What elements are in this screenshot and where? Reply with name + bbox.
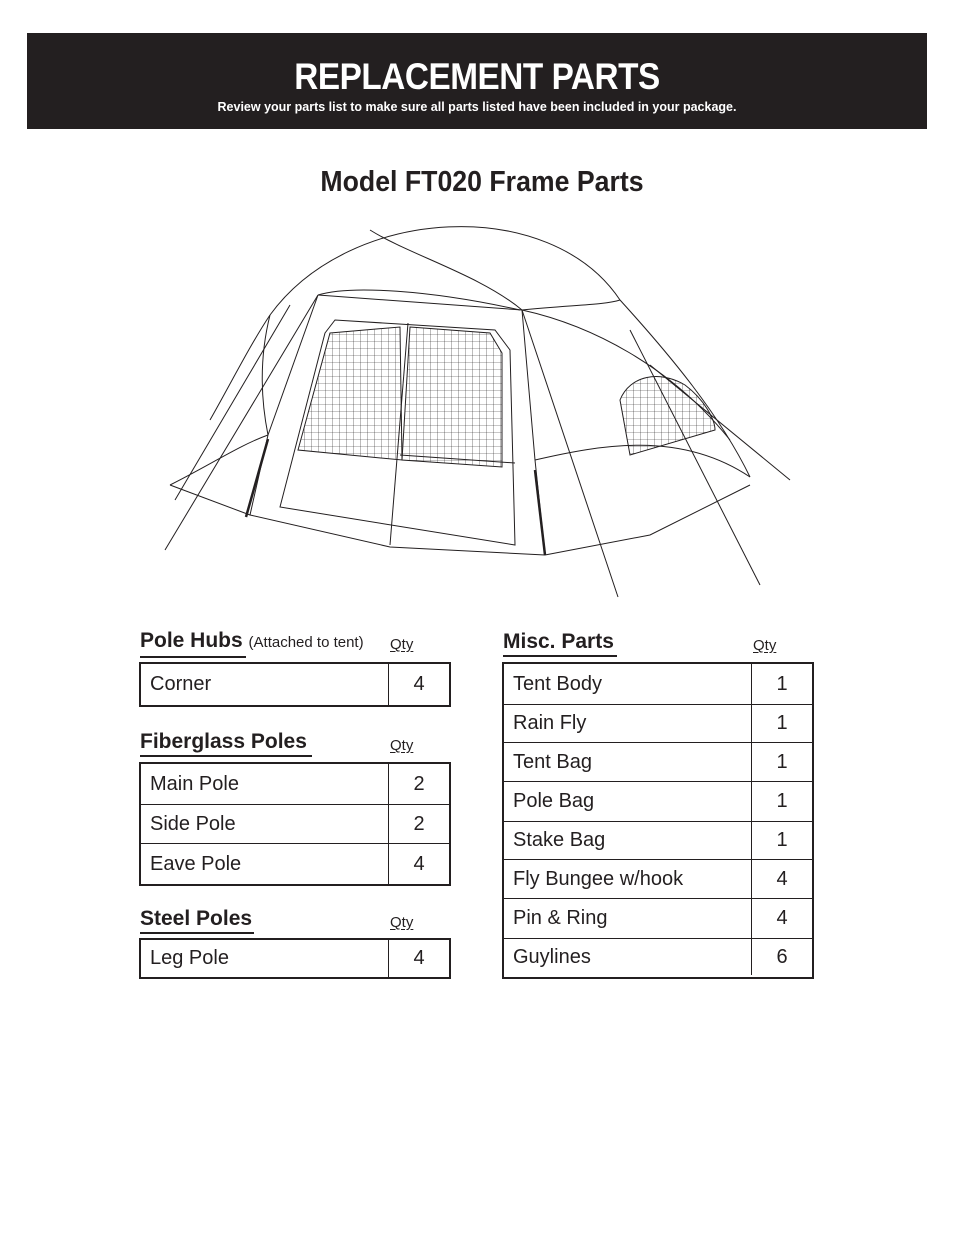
table-row	[141, 764, 449, 804]
part-qty: 1	[776, 790, 788, 812]
fiberglass-poles-table	[139, 762, 451, 886]
part-name: Pin & Ring	[504, 899, 752, 938]
part-qty: 2	[413, 812, 425, 835]
part-qty: 4	[776, 867, 788, 890]
misc-parts-qty-label: Qty	[753, 637, 777, 654]
tent-illustration	[150, 215, 810, 605]
steel-poles-qty-label: Qty	[390, 914, 414, 931]
pole-hubs-heading	[140, 629, 364, 658]
part-qty: 1	[776, 829, 788, 851]
part-name: Eave Pole	[141, 844, 389, 884]
part-name: Fly Bungee w/hook	[504, 860, 752, 898]
part-qty: 2	[413, 772, 425, 795]
steel-poles-table	[139, 938, 451, 979]
part-name: Guylines	[504, 939, 752, 975]
part-qty: 1	[776, 750, 788, 773]
part-qty: 4	[413, 852, 425, 875]
page-subtitle: Review your parts list to make sure all parts listed have been included in your package.	[217, 100, 737, 114]
table-row	[141, 940, 449, 977]
part-name: Rain Fly	[504, 705, 752, 742]
part-name: Leg Pole	[141, 940, 389, 977]
part-qty: 4	[776, 907, 788, 929]
part-name: Corner	[141, 664, 389, 705]
misc-parts-heading: Misc. Parts	[503, 630, 617, 657]
table-row	[504, 742, 812, 781]
part-qty: 4	[413, 673, 425, 695]
fiberglass-poles-qty-label: Qty	[390, 737, 414, 754]
part-name: Stake Bag	[504, 822, 752, 859]
pole-hubs-title: Pole Hubs	[140, 629, 243, 652]
table-row	[504, 821, 812, 859]
table-row	[504, 859, 812, 898]
table-row	[141, 664, 449, 705]
table-row	[141, 804, 449, 843]
table-row	[504, 938, 812, 975]
part-qty: 4	[413, 947, 425, 969]
pole-hubs-note: (Attached to tent)	[248, 634, 364, 651]
part-qty: 1	[776, 672, 788, 695]
part-qty: 6	[776, 945, 788, 968]
part-qty: 1	[776, 712, 788, 734]
table-row	[504, 898, 812, 938]
model-title: Model FT020 Frame Parts	[320, 166, 644, 198]
pole-hubs-qty-label: Qty	[390, 636, 414, 653]
table-row	[504, 781, 812, 821]
steel-poles-heading: Steel Poles	[140, 907, 254, 934]
part-name: Pole Bag	[504, 782, 752, 821]
part-name: Main Pole	[141, 764, 389, 804]
table-row	[504, 704, 812, 742]
table-row	[504, 664, 812, 704]
part-name: Side Pole	[141, 805, 389, 843]
misc-parts-table	[502, 662, 814, 979]
header-banner	[27, 33, 927, 129]
part-name: Tent Body	[504, 664, 752, 704]
table-row	[141, 843, 449, 884]
pole-hubs-table	[139, 662, 451, 707]
part-name: Tent Bag	[504, 743, 752, 781]
fiberglass-poles-heading: Fiberglass Poles	[140, 730, 312, 757]
page-title: REPLACEMENT PARTS	[294, 56, 660, 97]
